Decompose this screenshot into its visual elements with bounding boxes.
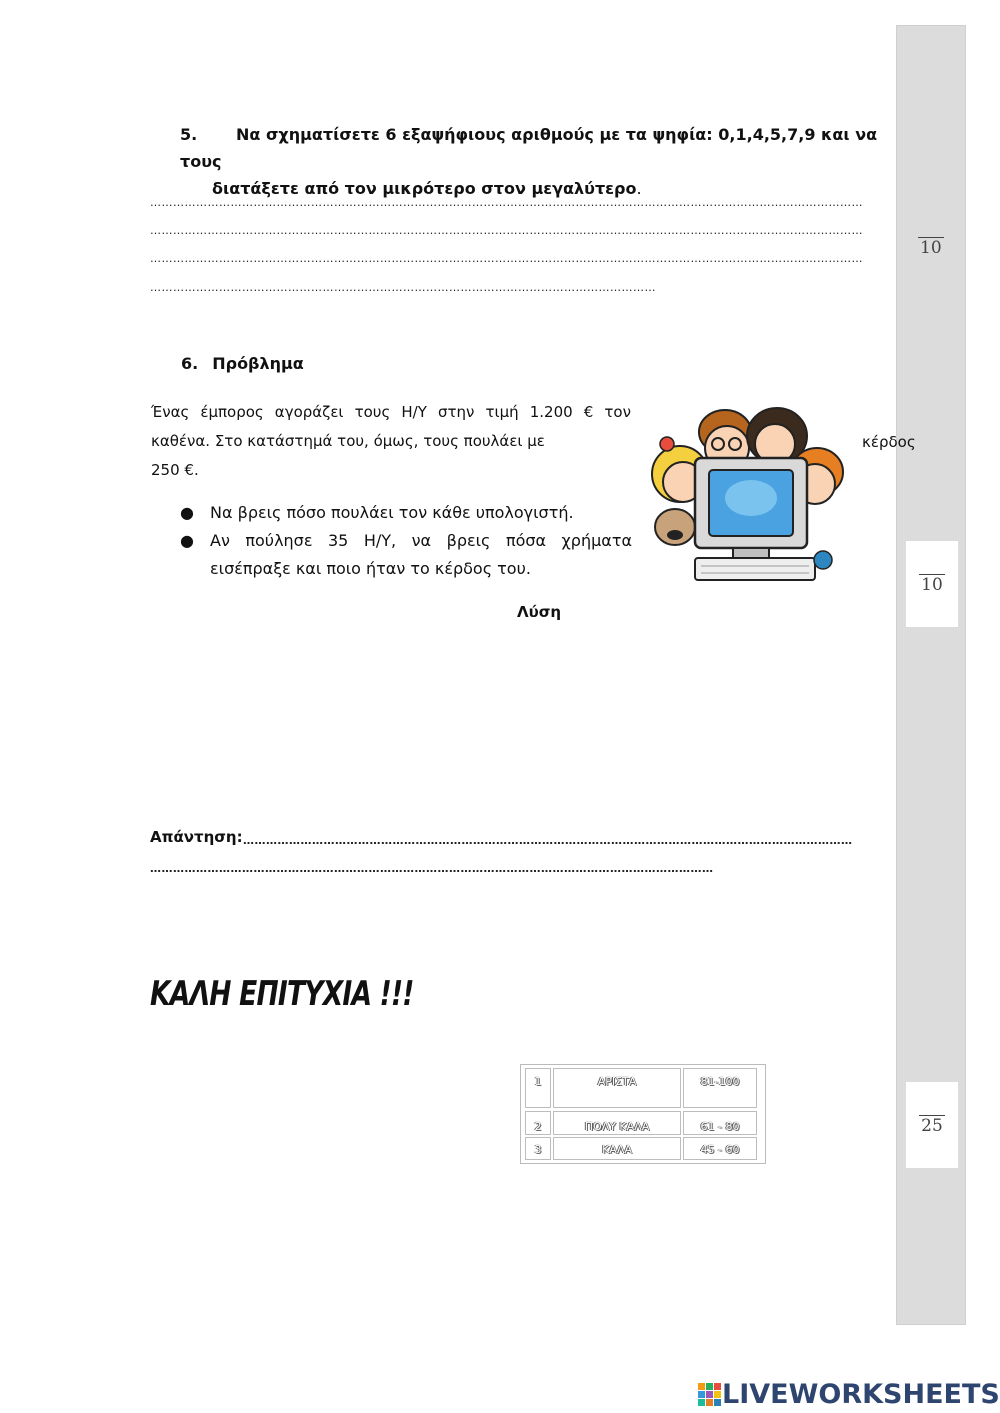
liveworksheets-logo-icon [698, 1383, 722, 1407]
grade-label: ΑΡΙΣΤΑ [553, 1068, 681, 1108]
grade-range: 45 - 60 [683, 1137, 757, 1160]
table-row [525, 1111, 761, 1135]
score-q6-value: 10 [921, 574, 943, 595]
bullet-icon: ● [180, 503, 194, 522]
answer-label: Απάντηση: [150, 828, 243, 846]
question-5-line2-end: . [636, 179, 642, 198]
answer-field-2[interactable]: ………………………………………………………………………………………………………………………………… [150, 862, 714, 875]
answer-line-4[interactable]: …………………………………………………………………………………………………………………… [150, 281, 656, 294]
grade-label: ΠΟΛΥ ΚΑΛΑ [553, 1111, 681, 1135]
task-1-text: Να βρεις πόσο πουλάει τον κάθε υπολογιστή. [210, 503, 574, 522]
task-2-text: Αν πούλησε 35 Η/Υ, να βρεις πόσα χρήματα εισέπραξε και ποιο ήταν το κέρδος του. [210, 531, 632, 578]
grade-label: ΚΑΛΑ [553, 1137, 681, 1160]
answer-line-1[interactable]: …………………………………………………………………………………………………………………………………………………………………… [150, 196, 863, 209]
question-6-title [181, 354, 304, 373]
score-total[interactable] [906, 1082, 958, 1168]
question-5-line1: Να σχηματίσετε 6 εξαψήφιους αριθμούς με τα ψηφία: 0,1,4,5,7,9 και να τους [180, 125, 878, 171]
table-row [525, 1137, 761, 1160]
table-row [525, 1068, 761, 1108]
question-6-number: 6. [181, 354, 199, 373]
brand-name: LIVEWORKSHEETS [722, 1379, 1000, 1410]
score-q5-value: 10 [920, 238, 942, 258]
grade-range: 61 - 80 [683, 1111, 757, 1135]
question-5-number: 5. [180, 125, 198, 144]
good-luck-heading: ΚΑΛΗ ΕΠΙΤΥΧΙΑ !!! [150, 974, 414, 1014]
problem-text-right: κέρδος [862, 433, 916, 451]
score-total-value: 25 [921, 1115, 943, 1136]
problem-text [151, 398, 631, 485]
answer-line-3[interactable]: …………………………………………………………………………………………………………………………………………………………………… [150, 252, 863, 265]
score-q6[interactable] [906, 541, 958, 627]
list-item [180, 499, 632, 527]
task-list [180, 499, 632, 583]
grade-scale-table [520, 1064, 766, 1164]
grade-number: 3 [525, 1137, 551, 1160]
list-item [180, 527, 632, 583]
question-5 [180, 121, 900, 202]
problem-body-end: 250 €. [151, 461, 199, 479]
grade-number: 1 [525, 1068, 551, 1108]
solution-label: Λύση [517, 603, 562, 621]
score-q5 [918, 238, 944, 258]
bullet-icon: ● [180, 531, 194, 550]
question-6-heading: Πρόβλημα [212, 354, 304, 373]
answer-line-2[interactable]: …………………………………………………………………………………………………………………………………………………………………… [150, 224, 863, 237]
kids-computer-illustration [645, 402, 850, 586]
problem-body: Ένας έμπορος αγοράζει τους Η/Υ στην τιμή 1.200 € τον καθένα. Στο κατάστημά του, όμως, τους πουλάει με [151, 403, 631, 450]
liveworksheets-logo[interactable] [698, 1379, 1000, 1410]
answer-field[interactable]: …………………………………………………………………………………………………………………………………………… [243, 834, 853, 847]
question-5-line2: διατάξετε από τον μικρότερο στον μεγαλύτερο [212, 179, 637, 198]
grade-range: 81-100 [683, 1068, 757, 1108]
grade-number: 2 [525, 1111, 551, 1135]
